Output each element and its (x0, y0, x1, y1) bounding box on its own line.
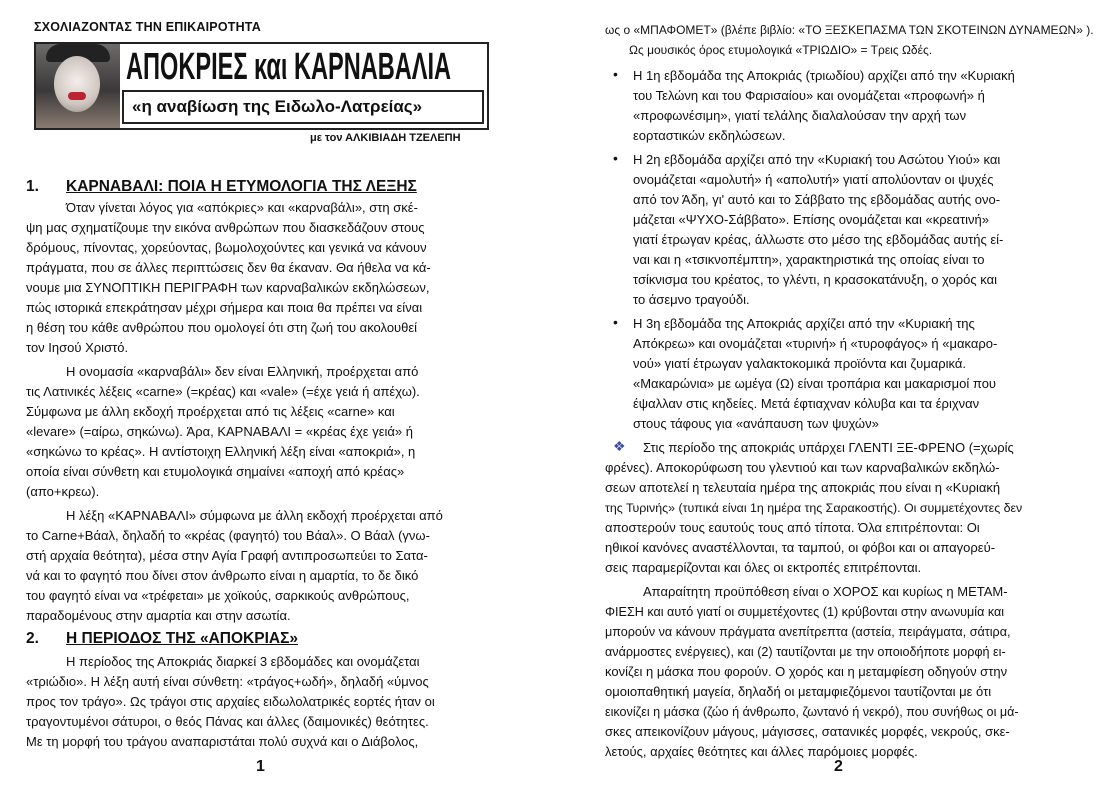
text-line: Η λέξη «ΚΑΡΝΑΒΑΛΙ» σύμφωνα με άλλη εκδοχή προέρχεται από (66, 508, 443, 523)
text-line: νά και το φαγητό που δίνει στον άνθρωπο είναι η αμαρτία, το δε δικό (26, 568, 419, 583)
text-line: «levare» (=αίρω, σηκώνω). Άρα, ΚΑΡΝΑΒΑΛΙ = «κρέας έχε γειά» ή (26, 424, 413, 439)
text-line: από τον Άδη, γι' αυτό και το Σάββατο της εβδομάδας αυτής ονο- (633, 192, 1001, 207)
text-line: ομοιοπαθητική μαγεία, δηλαδή οι μεταμφιεζόμενοι ταυτίζονται με ότι (605, 684, 992, 699)
text-line: γιατί έτρωγαν κρέας, άλλωστε στο μέσο της εβδομάδας αυτής εί- (633, 232, 1004, 247)
text-line: ως ο «ΜΠΑΦΟΜΕΤ» (βλέπε βιβλίο: «ΤΟ ΞΕΣΚΕΠΑΣΜΑ ΤΩΝ ΣΚΟΤΕΙΝΩΝ ΔΥΝΑΜΕΩΝ» ). (605, 23, 1094, 37)
text-line: αποστερούν τους εαυτούς τους από τίποτα. Όλα επιτρέπονται: Οι (605, 520, 980, 535)
section-1-number: 1. (26, 178, 39, 195)
text-line: σεων αποτελεί η τελευταία ημέρα της αποκριάς που είναι η «Κυριακή (605, 480, 1001, 495)
clown-photo (36, 44, 120, 128)
section-1-title: ΚΑΡΝΑΒΑΛΙ: ΠΟΙΑ Η ΕΤΥΜΟΛΟΓΙΑ ΤΗΣ ΛΕΞΗΣ (66, 178, 417, 195)
text-line: Με τη μορφή του τράγου αναπαριστάται πολύ συχνά και ο Διάβολος, (26, 734, 419, 749)
kicker: ΣΧΟΛΙΑΖΟΝΤΑΣ ΤΗΝ ΕΠΙΚΑΙΡΟΤΗΤΑ (34, 20, 261, 34)
text-line: μπορούν να κάνουν πράγματα ανεπίτρεπτα (αστεία, πειράγματα, σάτιρα, (605, 625, 1011, 639)
text-line: της Τυρινής» (τυπικά είναι 1η ημέρα της Σαρακοστής). Οι συμμετέχοντες δεν (605, 501, 1023, 515)
text-line: του φαγητό είναι να «τρέφεται» με χοϊκούς, σαρκικούς ανθρώπους, (26, 588, 410, 603)
text-line: τραγοντυμένοι σάτυροι, ο θεός Πάνας και άλλες (δαιμονικές) θεότητες. (26, 714, 429, 729)
text-line: πώς ιστορικά επεκράτησαν μέχρι σήμερα και ποια θα πρέπει να είναι (26, 300, 423, 315)
bullet-dot: • (613, 150, 618, 166)
banner-title: ΑΠΟΚΡΙΕΣ και ΚΑΡΝΑΒΑΛΙΑ (126, 46, 452, 88)
text-line: τον Ιησού Χριστό. (26, 340, 129, 355)
text-line: Η 1η εβδομάδα της Αποκριάς (τριωδίου) αρχίζει από την «Κυριακή (633, 68, 1015, 83)
text-line: «προφωνέσιμη», γιατί τελάλης διαλαλούσαν την αρχή των (633, 108, 967, 123)
text-line: τις Λατινικές λέξεις «carne» (=κρέας) και «vale» (=έχε γειά ή απέχω). (26, 384, 420, 399)
photo-mouth (68, 92, 86, 100)
text-line: ΦΙΕΣΗ και αυτό γιατί οι συμμετέχοντες (1) κρύβονται στην ανωνυμία και (605, 605, 1005, 619)
page-number: 2 (834, 758, 843, 775)
text-line: εικονίζει η μάσκα (ζώο ή άνθρωπο, ζωντανό ή νεκρό), που συνήθως οι μά- (605, 705, 1019, 719)
text-line: Στις περίοδο της αποκριάς υπάρχει ΓΛΕΝΤΙ ΞΕ-ΦΡΕΝΟ (=χωρίς (643, 440, 1014, 455)
text-line: Η ονομασία «καρναβάλι» δεν είναι Ελληνική, προέρχεται από (66, 364, 419, 379)
text-line: Ως μουσικός όρος ετυμολογικά «ΤΡΙΩΔΙΟ» = Τρεις Ωδές. (629, 43, 933, 57)
photo-face (54, 56, 100, 112)
text-line: νουμε μια ΣΥΝΟΠΤΙΚΗ ΠΕΡΙΓΡΑΦΗ των καρναβαλικών εκδηλώσεων, (26, 280, 430, 295)
author-line: με τον ΑΛΚΙΒΙΑΔΗ ΤΖΕΛΕΠΗ (310, 132, 461, 144)
text-line: εορταστικών εκδηλώσεων. (633, 128, 786, 143)
text-line: Όταν γίνεται λόγος για «απόκριες» και «καρναβάλι», στη σκέ- (66, 200, 418, 215)
text-line: λετούς, αρχαίες θεότητες και άλλες παρόμοιες μορφές. (605, 744, 918, 759)
title-banner (34, 42, 489, 130)
text-line: νού» γιατί έτρωγαν γαλακτοκομικά προϊόντα και ζυμαρικά. (633, 356, 967, 371)
text-line: (απο+κρεω). (26, 484, 100, 499)
text-line: σκες απεικονίζουν μάγους, μάγισσες, σατανικές μορφές, νεκρούς, σκε- (605, 724, 1010, 739)
text-line: ηθικοί κανόνες αναστέλλονται, τα ταμπού, οι φόβοι και οι απαγορεύ- (605, 540, 996, 555)
page-number: 1 (256, 758, 265, 775)
text-line: φρένες). Αποκορύφωση του γλεντιού και των καρναβαλικών εκδηλώ- (605, 460, 1000, 475)
subtitle-box (122, 90, 484, 124)
text-line: ονομάζεται «αμολυτή» ή «απολυτή» γιατί απολύονταν οι ψυχές (633, 172, 994, 187)
text-line: οποία είναι σύνθετη και ετυμολογικά σημαίνει «αποχή από κρέας» (26, 464, 405, 479)
text-line: σεις παραμερίζονται και όλες οι εκτροπές επιτρέπονται. (605, 560, 922, 575)
text-line: το Carne+Βάαλ, δηλαδή το «κρέας (φαγητό) του Βάαλ». Ο Βάαλ (γνω- (26, 528, 430, 543)
text-line: ψη μας σχηματίζουμε την εικόνα ανθρώπων που διασκεδάζουν στους (26, 220, 425, 235)
text-line: προς τον τράγο». Ως τράγοι στις αρχαίες ειδωλολατρικές εορτές ήταν οι (26, 694, 435, 709)
text-line: Η 3η εβδομάδα της Αποκριάς αρχίζει από την «Κυριακή της (633, 316, 975, 331)
text-line: στους τάφους για «ανάπαυση των ψυχών» (633, 416, 879, 431)
text-line: παραδομένους στην αμαρτία και στην ασωτία. (26, 608, 291, 623)
text-line: πράγματα, που σε άλλες περιπτώσεις δεν θα έκαναν. Θα ήθελα να κά- (26, 260, 431, 275)
bullet-dot: • (613, 66, 618, 82)
section-2-title: Η ΠΕΡΙΟΔΟΣ ΤΗΣ «ΑΠΟΚΡΙΑΣ» (66, 630, 298, 647)
text-line: έψαλλαν στις κηδείες. Μετά έφτιαχναν κόλυβα και τα έριχναν (633, 396, 980, 411)
text-line: το άσεμνο τραγούδι. (633, 292, 750, 307)
text-line: μάζεται «ΨΥΧΟ-Σάββατο». Επίσης ονομάζεται και «κρεατινή» (633, 212, 989, 227)
section-1-heading (26, 178, 526, 198)
text-line: «σηκώνω το κρέας». Η αντίστοιχη Ελληνική λέξη είναι «αποκριά», η (26, 444, 416, 459)
text-line: ανάρμοστες ενέργειες), και (2) ταυτίζονται με την οποιοδήποτε μορφή ει- (605, 645, 1006, 659)
text-line: «Μακαρώνια» με ωμέγα (Ω) είναι τροπάρια και μακαρισμοί που (633, 376, 997, 391)
page-right (557, 0, 1114, 785)
text-line: στή αρχαία θεότητα), μέσα στην Αγία Γραφή αντιπροσωπεύει το Σατα- (26, 548, 428, 563)
text-line: κονίζει η μάσκα που φορούν. Ο χορός και η μεταμφίεση οδηγούν στην (605, 664, 1008, 679)
text-line: ναι και η «τσικνοπέμπτη», χαρακτηριστικά της οποίας είναι το (633, 252, 985, 267)
text-line: «τριώδιο». Η λέξη αυτή είναι σύνθετη: «τράγος+ωδή», δηλαδή «ύμνος (26, 674, 429, 689)
text-line: Σύμφωνα με άλλη εκδοχή προέρχεται από τις λέξεις «carne» και (26, 404, 395, 419)
text-line: η θέση του κάθε ανθρώπου που ομολογεί ότι στη ζωή του ακολουθεί (26, 320, 418, 335)
text-line: του Τελώνη και του Φαρισαίου» και ονομάζεται «προφωνή» ή (633, 88, 985, 103)
banner-subtitle: «η αναβίωση της Ειδωλο-Λατρείας» (132, 97, 423, 116)
bullet-dot: • (613, 314, 618, 330)
section-2-heading (26, 630, 526, 650)
text-line: Η 2η εβδομάδα αρχίζει από την «Κυριακή του Ασώτου Υιού» και (633, 152, 1001, 167)
diamond-bullet-icon: ❖ (613, 438, 626, 454)
text-line: Η περίοδος της Αποκριάς διαρκεί 3 εβδομάδες και ονομάζεται (66, 654, 420, 669)
text-line: δρόμους, πίνοντας, χορεύοντας, βωμολοχούντες και γενικά να κάνουν (26, 240, 427, 255)
text-line: Απόκρεω» και ονομάζεται «τυρινή» ή «τυροφάγος» ή «μακαρο- (633, 336, 998, 351)
text-line: Απαραίτητη προϋπόθεση είναι ο ΧΟΡΟΣ και κυρίως η ΜΕΤΑΜ- (643, 584, 1008, 599)
section-2-number: 2. (26, 630, 39, 647)
text-line: τσίκνισμα του κρέατος, το γλέντι, η κρασοκατάνυξη, ο χορός και (633, 272, 998, 287)
